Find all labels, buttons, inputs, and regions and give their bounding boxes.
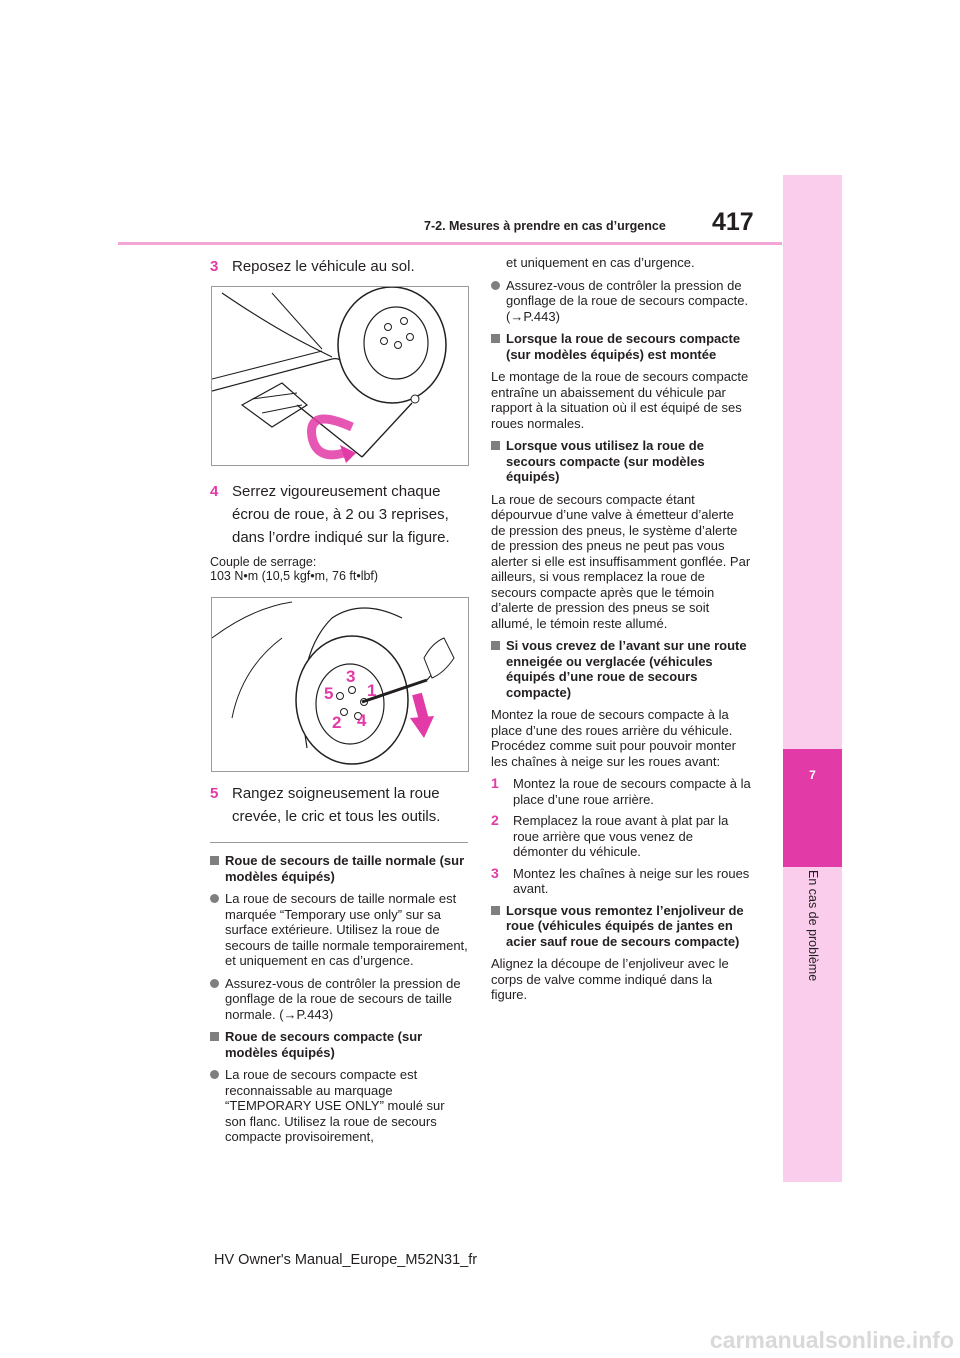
left-column <box>210 255 468 1152</box>
chapter-marker <box>783 749 842 867</box>
step-number: 5 <box>210 785 219 802</box>
order-number-5: 5 <box>324 684 334 703</box>
continued-text: et uniquement en cas d’urgence. <box>506 255 695 270</box>
jack-lowering-illustration <box>212 287 468 465</box>
paragraph: La roue de secours compacte étant dépourvue d’une valve à émetteur d’alerte de pression des pneus, le système d’alerte de pression des pneus ne peut pas vous alerter si elle est insuffisamment gonflée. Par ailleurs, si vous remplacez la roue de secours compacte après que le témoin d’alerte de pression des pneus se soit allumé, le témoin reste allumé. <box>491 491 751 631</box>
order-number-2: 2 <box>332 713 342 732</box>
torque-label: Couple de serrage: <box>210 555 317 569</box>
square-bullet-icon <box>210 1032 219 1041</box>
section-title: 7-2. Mesures à prendre en cas d’urgence <box>424 219 666 233</box>
step-3 <box>210 255 468 278</box>
numbered-step: 3 Montez les chaînes à neige sur les roues avant. <box>491 864 750 896</box>
paragraph: Alignez la découpe de l’enjoliveur avec le corps de valve comme indiqué dans la figure. <box>491 956 729 1002</box>
heading-compact-installed: Lorsque la roue de secours compacte (sur modèles équipés) est montée <box>491 331 751 362</box>
chapter-title: En cas de problème <box>806 870 820 982</box>
order-number-1: 1 <box>367 681 377 700</box>
numbered-step: 2 Remplacez la roue avant à plat par la roue arrière que vous venez de démonter du véhicule. <box>491 812 729 859</box>
square-bullet-icon <box>491 334 500 343</box>
bullet-item: La roue de secours compacte est reconnaissable au marquage “TEMPORARY USE ONLY” moulé sur son flanc. Utilisez la roue de secours compacte provisoirement, <box>210 1067 468 1145</box>
paragraph: Montez la roue de secours compacte à la place d’une des roues arrière du véhicule. Procédez comme suit pour pouvoir monter les chaînes à neige sur les roues avant: <box>491 707 736 769</box>
square-bullet-icon <box>491 641 500 650</box>
square-bullet-icon <box>210 856 219 865</box>
round-bullet-icon <box>491 281 500 290</box>
footer-manual-name: HV Owner's Manual_Europe_M52N31_fr <box>214 1252 478 1268</box>
bullet-item: La roue de secours de taille normale est marquée “Temporary use only” sur sa surface extérieure. Utilisez la roue de secours de taille normale temporairement, et uniquement en cas d’urgence. <box>210 891 468 969</box>
tightening-order-illustration <box>212 598 468 771</box>
square-bullet-icon <box>491 441 500 450</box>
step-text: Reposez le véhicule au sol. <box>232 258 415 275</box>
watermark: carmanualsonline.info <box>709 1327 954 1353</box>
numbered-step: 1 Montez la roue de secours compacte à la place d’une roue arrière. <box>491 775 751 807</box>
heading-compact-spare: Roue de secours compacte (sur modèles équipés) <box>210 1029 468 1060</box>
step-4 <box>210 480 468 549</box>
round-bullet-icon <box>210 979 219 988</box>
heading-snow-ice: Si vous crevez de l’avant sur une route enneigée ou verglacée (véhicules équipés d’une roue de secours compacte) <box>491 638 751 700</box>
bullet-item: Assurez-vous de contrôler la pression de gonflage de la roue de secours compacte. (→P.443) <box>491 278 751 325</box>
square-bullet-icon <box>491 906 500 915</box>
heading-wheel-cover: Lorsque vous remontez l’enjoliveur de roue (véhicules équipés de jantes en acier sauf roue de secours compacte) <box>491 903 751 950</box>
page-number: 417 <box>712 208 754 236</box>
right-column <box>491 255 751 1010</box>
step-text: Serrez vigoureusement chaque écrou de roue, à 2 ou 3 reprises, dans l’ordre indiqué sur la figure. <box>232 483 450 546</box>
round-bullet-icon <box>210 1070 219 1079</box>
round-bullet-icon <box>210 894 219 903</box>
torque-spec <box>210 555 468 583</box>
step-number: 3 <box>210 258 219 275</box>
figure-tighten-order <box>211 597 469 772</box>
chapter-side-tab <box>783 175 842 1182</box>
torque-value: 103 N•m (10,5 kgf•m, 76 ft•lbf) <box>210 569 379 583</box>
heading-full-size-spare: Roue de secours de taille normale (sur modèles équipés) <box>210 853 468 884</box>
figure-lower-vehicle <box>211 286 469 466</box>
heading-compact-use: Lorsque vous utilisez la roue de secours compacte (sur modèles équipés) <box>491 438 751 485</box>
paragraph: Le montage de la roue de secours compacte entraîne un abaissement du véhicule par rapport à la situation où il est équipé de ses roues normales. <box>491 369 749 431</box>
bullet-item: Assurez-vous de contrôler la pression de gonflage de la roue de secours de taille normale. (→P.443) <box>210 976 468 1023</box>
step-text: Rangez soigneusement la roue crevée, le cric et tous les outils. <box>232 785 441 825</box>
step-5 <box>210 782 468 828</box>
section-divider <box>210 842 468 843</box>
header-rule <box>118 242 782 245</box>
order-number-3: 3 <box>346 667 356 686</box>
chapter-number: 7 <box>809 768 816 782</box>
step-number: 4 <box>210 483 219 500</box>
order-number-4: 4 <box>357 711 367 730</box>
